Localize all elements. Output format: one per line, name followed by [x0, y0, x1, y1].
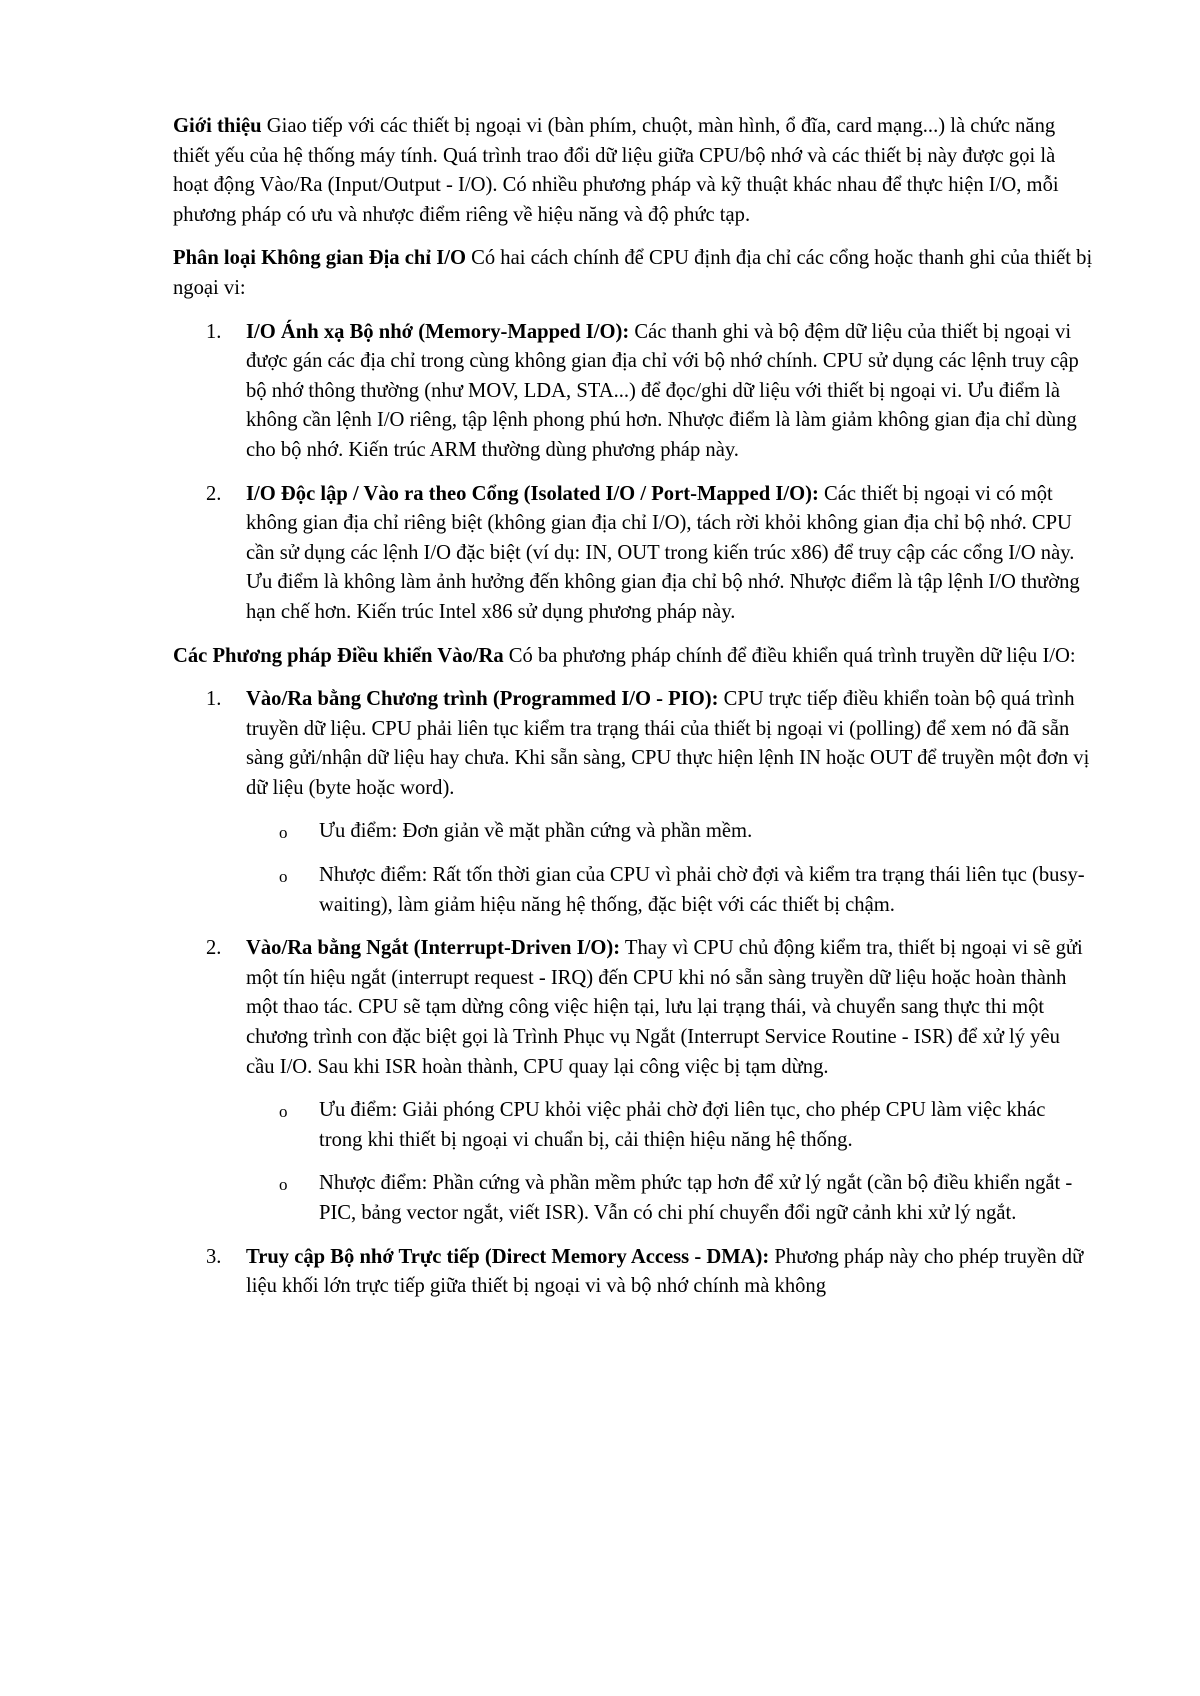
sub-list-item [246, 1169, 1093, 1228]
intro-heading: Giới thiệu [173, 115, 262, 137]
intro-paragraph [173, 112, 1093, 230]
list-item-text: Thay vì CPU chủ động kiểm tra, thiết bị ngoại vi sẽ gửi một tín hiệu ngắt (interrupt request - IRQ) đến CPU khi nó sẵn sàng truyền dữ liệu hoặc hoàn thành một thao tác. CPU sẽ tạm dừng công việc hiện tại, lưu lại trạng thái, và chuyển sang thực thi một chương trình con đặc biệt gọi là Trình Phục vụ Ngắt (Interrupt Service Routine - ISR) để xử lý yêu cầu I/O. Sau khi ISR hoàn thành, CPU quay lại công việc bị tạm dừng. [246, 937, 1083, 1078]
sub-list-text: Nhược điểm: Phần cứng và phần mềm phức tạp hơn để xử lý ngắt (cần bộ điều khiển ngắt - PIC, bảng vector ngắt, viết ISR). Vẫn có chi phí chuyển đổi ngữ cảnh khi xử lý ngắt. [319, 1172, 1073, 1224]
sub-list-item [246, 1096, 1093, 1155]
list-item-title: Truy cập Bộ nhớ Trực tiếp (Direct Memory Access - DMA): [246, 1245, 770, 1268]
list-item [173, 318, 1093, 466]
list-item-title: Vào/Ra bằng Chương trình (Programmed I/O - PIO): [246, 688, 719, 711]
list-item [173, 480, 1093, 628]
list-number: 1. [206, 320, 222, 343]
addressing-heading: Phân loại Không gian Địa chỉ I/O [173, 247, 466, 270]
circle-bullet-icon: o [279, 823, 288, 843]
list-item [173, 1243, 1093, 1302]
addressing-list [173, 318, 1093, 628]
list-number: 2. [206, 482, 222, 505]
circle-bullet-icon: o [279, 1102, 288, 1122]
list-item-title: I/O Ánh xạ Bộ nhớ (Memory-Mapped I/O): [246, 320, 630, 343]
addressing-paragraph [173, 244, 1093, 303]
sub-list-text: Ưu điểm: Đơn giản về mặt phần cứng và phần mềm. [319, 820, 753, 843]
circle-bullet-icon: o [279, 867, 288, 887]
addressing-text: Có hai cách chính để CPU định địa chỉ các cổng hoặc thanh ghi của thiết bị ngoại vi: [173, 247, 1093, 299]
list-number: 2. [206, 937, 222, 960]
list-number: 1. [206, 688, 222, 711]
sub-list-text: Nhược điểm: Rất tốn thời gian của CPU vì phải chờ đợi và kiểm tra trạng thái liên tục (busy-waiting), làm giảm hiệu năng hệ thống, đặc biệt với các thiết bị chậm. [319, 864, 1085, 916]
list-item-title: Vào/Ra bằng Ngắt (Interrupt-Driven I/O): [246, 937, 621, 960]
sub-list-text: Ưu điểm: Giải phóng CPU khỏi việc phải chờ đợi liên tục, cho phép CPU làm việc khác trong khi thiết bị ngoại vi chuẩn bị, cải thiện hiệu năng hệ thống. [319, 1099, 1046, 1151]
methods-heading: Các Phương pháp Điều khiển Vào/Ra [173, 644, 504, 667]
methods-text: Có ba phương pháp chính để điều khiển quá trình truyền dữ liệu I/O: [503, 644, 1076, 667]
methods-list [173, 685, 1093, 1302]
list-item-text: CPU trực tiếp điều khiển toàn bộ quá trình truyền dữ liệu. CPU phải liên tục kiểm tra trạng thái của thiết bị ngoại vi (polling) để xem nó đã sẵn sàng gửi/nhận dữ liệu hay chưa. Khi sẵn sàng, CPU thực hiện lệnh IN hoặc OUT để truyền một đơn vị dữ liệu (byte hoặc word). [246, 688, 1090, 799]
intro-text: Giao tiếp với các thiết bị ngoại vi (bàn phím, chuột, màn hình, ổ đĩa, card mạng...) là chức năng thiết yếu của hệ thống máy tính. Quá trình trao đổi dữ liệu giữa CPU/bộ nhớ và các thiết bị này được gọi là hoạt động Vào/Ra (Input/Output - I/O). Có nhiều phương pháp và kỹ thuật khác nhau để thực hiện I/O, mỗi phương pháp có ưu và nhược điểm riêng về hiệu năng và độ phức tạp. [173, 115, 1059, 226]
sub-list [246, 817, 1093, 920]
list-item-text: Các thanh ghi và bộ đệm dữ liệu của thiết bị ngoại vi được gán các địa chỉ trong cùng không gian địa chỉ với bộ nhớ chính. CPU sử dụng các lệnh truy cập bộ nhớ thông thường (như MOV, LDA, STA...) để đọc/ghi dữ liệu với thiết bị ngoại vi. Ưu điểm là không cần lệnh I/O riêng, tập lệnh phong phú hơn. Nhược điểm là làm giảm không gian địa chỉ dùng cho bộ nhớ. Kiến trúc ARM thường dùng phương pháp này. [246, 320, 1079, 461]
list-number: 3. [206, 1245, 222, 1268]
sub-list [246, 1096, 1093, 1228]
list-item [173, 685, 1093, 920]
list-item-title: I/O Độc lập / Vào ra theo Cổng (Isolated I/O / Port-Mapped I/O): [246, 482, 819, 505]
sub-list-item [246, 817, 1093, 847]
list-item-text: Các thiết bị ngoại vi có một không gian địa chỉ riêng biệt (không gian địa chỉ I/O), tách rời khỏi không gian địa chỉ bộ nhớ. CPU cần sử dụng các lệnh I/O đặc biệt (ví dụ: IN, OUT trong kiến trúc x86) để truy cập các cổng I/O này. Ưu điểm là không làm ảnh hưởng đến không gian địa chỉ bộ nhớ. Nhược điểm là tập lệnh I/O thường hạn chế hơn. Kiến trúc Intel x86 sử dụng phương pháp này. [246, 482, 1080, 623]
list-item-text: Phương pháp này cho phép truyền dữ liệu khối lớn trực tiếp giữa thiết bị ngoại vi và bộ nhớ chính mà không [246, 1245, 1084, 1298]
methods-paragraph [173, 642, 1093, 672]
document-page [173, 112, 1093, 1316]
list-item [173, 934, 1093, 1228]
sub-list-item [246, 861, 1093, 920]
circle-bullet-icon: o [279, 1175, 288, 1195]
